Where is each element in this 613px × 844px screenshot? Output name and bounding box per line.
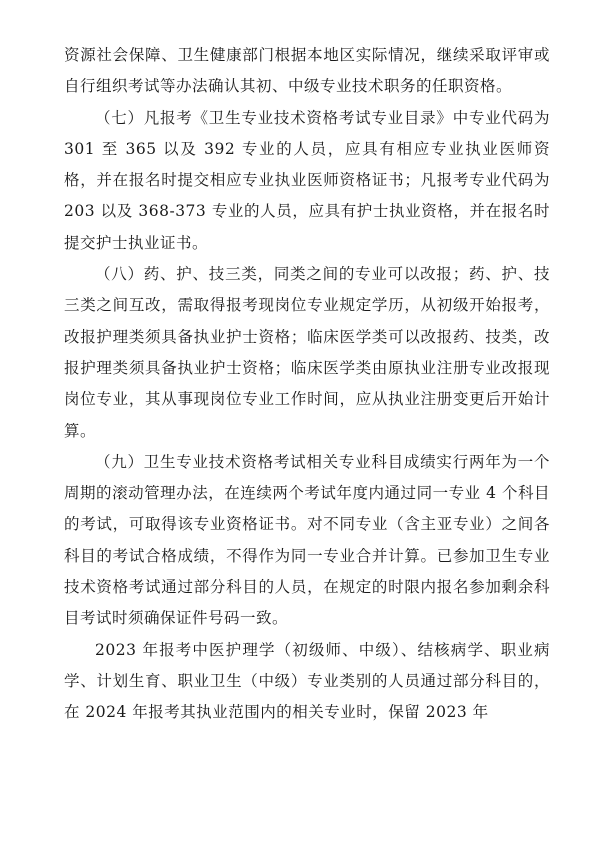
paragraph-item-8: （八）药、护、技三类，同类之间的专业可以改报；药、护、技三类之间互改，需取得报考现岗位专业规定学历，从初级开始报考，改报护理类须具备执业护士资格；临床医学类可以改报药、技类，改报护理类须具备执业护士资格；临床医学类由原执业注册专业改报现岗位专业，其从事现岗位专业工作时间，应从执业注册变更后开始计算。 <box>64 265 550 440</box>
document-page <box>64 40 550 729</box>
paragraph-continuation: 资源社会保障、卫生健康部门根据本地区实际情况，继续采取评审或自行组织考试等办法确认其初、中级专业技术职务的任职资格。 <box>64 46 550 96</box>
paragraph-item-7: （七）凡报考《卫生专业技术资格考试专业目录》中专业代码为 301 至 365 以及 392 专业的人员，应具有相应专业执业医师资格，并在报名时提交相应专业执业医师资格证书；凡报考专业代码为 203 以及 368-373 专业的人员，应具有护士执业资格，并在报名时提交护士执业证书。 <box>64 108 550 252</box>
paragraph-item-9: （九）卫生专业技术资格考试相关专业科目成绩实行两年为一个周期的滚动管理办法，在连续两个考试年度内通过同一专业 4 个科目的考试，可取得该专业资格证书。对不同专业（含主亚专业）之间各科目的考试合格成绩，不得作为同一专业合并计算。已参加卫生专业技术资格考试通过部分科目的人员，在规定的时限内报名参加剩余科目考试时须确保证件号码一致。 <box>64 452 550 628</box>
paragraph-2023-note: 2023 年报考中医护理学（初级师、中级）、结核病学、职业病学、计划生育、职业卫生（中级）专业类别的人员通过部分科目的，在 2024 年报考其执业范围内的相关专业时，保留 2023 年 <box>64 640 550 722</box>
